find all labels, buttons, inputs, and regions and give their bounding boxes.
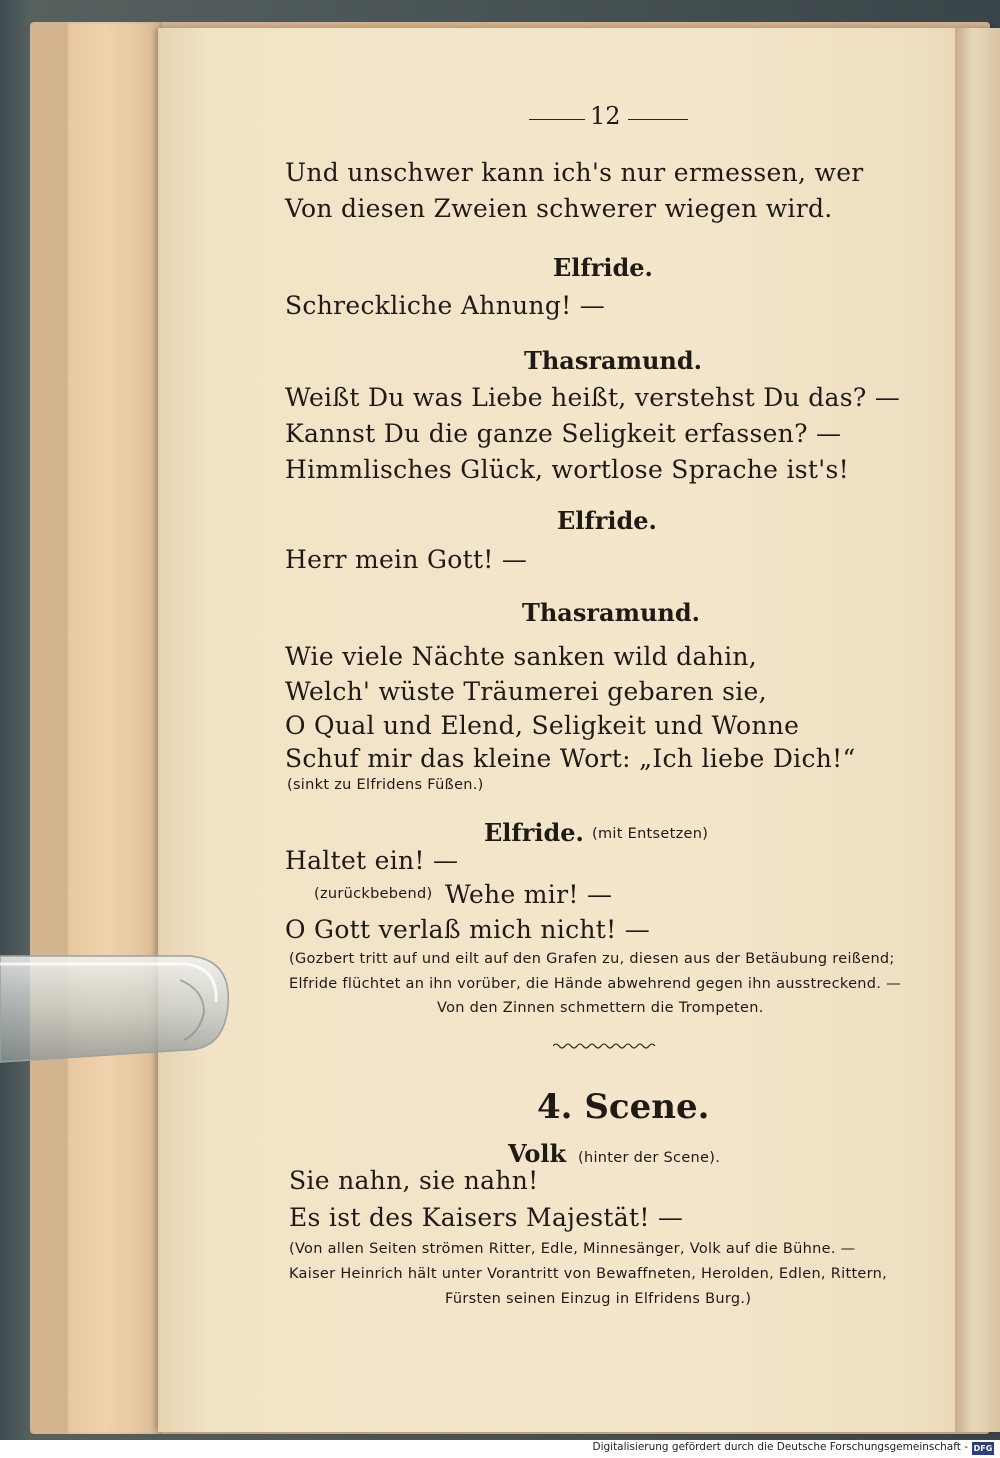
stage-direction: Von den Zinnen schmettern die Trompeten.: [437, 1000, 764, 1016]
page-clip-slider[interactable]: [0, 950, 236, 1064]
verse-line: Kannst Du die ganze Seligkeit erfassen? —: [285, 419, 842, 448]
speaker-name: Elfride.: [557, 506, 657, 535]
stage-direction: (Gozbert tritt auf und eilt auf den Grafen zu, diesen aus der Betäubung reißend;: [289, 951, 895, 967]
verse-line: Schuf mir das kleine Wort: „Ich liebe Dich!“: [285, 744, 856, 773]
footer-credit: Digitalisierung gefördert durch die Deutsche Forschungsgemeinschaft -: [592, 1441, 968, 1453]
stage-direction: Kaiser Heinrich hält unter Vorantritt von Bewaffneten, Herolden, Edlen, Rittern,: [289, 1266, 888, 1282]
verse-line: Weißt Du was Liebe heißt, verstehst Du das? —: [285, 383, 901, 412]
verse-line: O Qual und Elend, Seligkeit und Wonne: [285, 711, 800, 740]
stage-direction: Elfride flüchtet an ihn vorüber, die Hände abwehrend gegen ihn ausstreckend. —: [289, 976, 901, 992]
verse-line: Von diesen Zweien schwerer wiegen wird.: [285, 194, 833, 223]
scene-title: 4. Scene.: [537, 1087, 710, 1127]
verse-line: Himmlisches Glück, wortlose Sprache ist's!: [285, 455, 849, 484]
verse-line: Haltet ein! —: [285, 846, 459, 875]
verse-line: Herr mein Gott! —: [285, 545, 528, 574]
speaker-name: Volk: [508, 1139, 567, 1168]
verse-line: Wie viele Nächte sanken wild dahin,: [285, 642, 758, 671]
page-stack-edge: [68, 22, 162, 1434]
verse-line: Wehe mir! —: [445, 880, 613, 909]
stage-direction: (mit Entsetzen): [592, 826, 709, 842]
next-page-edge: [955, 28, 1000, 1432]
speaker-name: Elfride.: [484, 818, 584, 847]
speaker-name: Thasramund.: [522, 598, 700, 627]
speaker-name: Thasramund.: [524, 346, 702, 375]
stage-direction: (hinter der Scene).: [578, 1150, 721, 1166]
stage-direction: (zurückbebend): [314, 886, 433, 902]
verse-line: Welch' wüste Träumerei gebaren sie,: [285, 677, 767, 706]
speaker-name: Elfride.: [553, 253, 653, 282]
page-number-rule-right: [628, 119, 688, 120]
footer-bar: [0, 1440, 1000, 1458]
verse-line: O Gott verlaß mich nicht! —: [285, 915, 651, 944]
stage-direction: Fürsten seinen Einzug in Elfridens Burg.): [445, 1291, 752, 1307]
page-number-rule-left: [529, 119, 585, 120]
page-number: 12: [590, 102, 621, 130]
verse-line: Sie nahn, sie nahn!: [289, 1166, 539, 1195]
dfg-logo: DFG: [973, 1444, 993, 1453]
stage-direction: (sinkt zu Elfridens Füßen.): [287, 777, 484, 793]
wave-divider: [553, 1042, 657, 1050]
verse-line: Es ist des Kaisers Majestät! —: [289, 1203, 684, 1232]
stage-direction: (Von allen Seiten strömen Ritter, Edle, Minnesänger, Volk auf die Bühne. —: [289, 1241, 856, 1257]
verse-line: Schreckliche Ahnung! —: [285, 291, 606, 320]
verse-line: Und unschwer kann ich's nur ermessen, wer: [285, 158, 864, 187]
